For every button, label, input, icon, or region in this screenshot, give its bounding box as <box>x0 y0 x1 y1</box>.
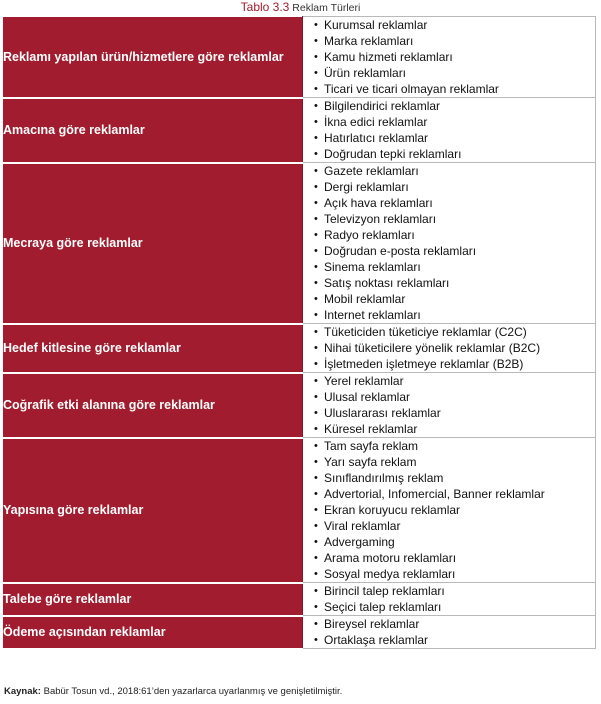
items-cell <box>303 163 596 324</box>
item-list <box>303 583 595 615</box>
list-item: • Mobil reklamlar <box>314 291 595 307</box>
list-item: • Tam sayfa reklam <box>314 438 595 454</box>
list-item: • Bilgilendirici reklamlar <box>314 98 595 114</box>
list-item: • Birincil talep reklamları <box>314 583 595 599</box>
table-row <box>3 98 596 163</box>
table-caption <box>0 0 601 16</box>
list-item: • Internet reklamları <box>314 307 595 323</box>
list-item: • Açık hava reklamları <box>314 195 595 211</box>
item-list <box>303 438 595 582</box>
list-item: • Dergi reklamları <box>314 179 595 195</box>
list-item: • İşletmeden işletmeye reklamlar (B2B) <box>314 356 595 372</box>
category-cell: Talebe göre reklamlar <box>3 583 303 616</box>
table-row <box>3 438 596 583</box>
items-cell <box>303 583 596 616</box>
category-cell: Hedef kitlesine göre reklamlar <box>3 324 303 373</box>
table-row <box>3 324 596 373</box>
table-number: Tablo 3.3 <box>240 0 290 14</box>
list-item: • Radyo reklamları <box>314 227 595 243</box>
list-item: • Ürün reklamları <box>314 65 595 81</box>
list-item: • Doğrudan e-posta reklamları <box>314 243 595 259</box>
table-row <box>3 163 596 324</box>
item-list <box>303 616 595 648</box>
list-item: • Televizyon reklamları <box>314 211 595 227</box>
table-row <box>3 373 596 438</box>
list-item: • Ekran koruyucu reklamlar <box>314 502 595 518</box>
item-list <box>303 17 595 97</box>
source-text: Babür Tosun vd., 2018:61’den yazarlarca uyarlanmış ve genişletilmiştir. <box>43 686 343 697</box>
category-cell: Reklamı yapılan ürün/hizmetlere göre reklamlar <box>3 17 303 98</box>
list-item: • Nihai tüketicilere yönelik reklamlar (B2C) <box>314 340 595 356</box>
list-item: • Kurumsal reklamlar <box>314 17 595 33</box>
list-item: • Tüketiciden tüketiciye reklamlar (C2C) <box>314 324 595 340</box>
list-item: • Kamu hizmeti reklamları <box>314 49 595 65</box>
category-cell: Ödeme açısından reklamlar <box>3 616 303 649</box>
list-item: • Yerel reklamlar <box>314 373 595 389</box>
list-item: • Ticari ve ticari olmayan reklamlar <box>314 81 595 97</box>
list-item: • Advertorial, Infomercial, Banner reklamlar <box>314 486 595 502</box>
items-cell <box>303 98 596 163</box>
list-item: • Yarı sayfa reklam <box>314 454 595 470</box>
list-item: • İkna edici reklamlar <box>314 114 595 130</box>
items-cell <box>303 616 596 649</box>
source-label: Kaynak: <box>4 686 41 697</box>
list-item: • Viral reklamlar <box>314 518 595 534</box>
list-item: • Sinema reklamları <box>314 259 595 275</box>
items-cell <box>303 373 596 438</box>
table-title: Reklam Türleri <box>292 2 361 14</box>
source-note <box>4 686 342 697</box>
list-item: • Sosyal medya reklamları <box>314 566 595 582</box>
list-item: • Advergaming <box>314 534 595 550</box>
table-row <box>3 17 596 98</box>
list-item: • Küresel reklamlar <box>314 421 595 437</box>
advertising-types-table <box>3 16 596 650</box>
category-cell: Amacına göre reklamlar <box>3 98 303 163</box>
list-item: • Sınıflandırılmış reklam <box>314 470 595 486</box>
list-item: • Hatırlatıcı reklamlar <box>314 130 595 146</box>
list-item: • Seçici talep reklamları <box>314 599 595 615</box>
table-row <box>3 616 596 649</box>
list-item: • Gazete reklamları <box>314 163 595 179</box>
list-item: • Satış noktası reklamları <box>314 275 595 291</box>
item-list <box>303 163 595 323</box>
list-item: • Ulusal reklamlar <box>314 389 595 405</box>
list-item: • Ortaklaşa reklamlar <box>314 632 595 648</box>
list-item: • Doğrudan tepki reklamları <box>314 146 595 162</box>
item-list <box>303 324 595 372</box>
list-item: • Arama motoru reklamları <box>314 550 595 566</box>
category-cell: Yapısına göre reklamlar <box>3 438 303 583</box>
items-cell <box>303 438 596 583</box>
category-cell: Mecraya göre reklamlar <box>3 163 303 324</box>
items-cell <box>303 324 596 373</box>
table-row <box>3 583 596 616</box>
items-cell <box>303 17 596 98</box>
category-cell: Coğrafik etki alanına göre reklamlar <box>3 373 303 438</box>
list-item: • Marka reklamları <box>314 33 595 49</box>
item-list <box>303 373 595 437</box>
item-list <box>303 98 595 162</box>
list-item: • Bireysel reklamlar <box>314 616 595 632</box>
list-item: • Uluslararası reklamlar <box>314 405 595 421</box>
